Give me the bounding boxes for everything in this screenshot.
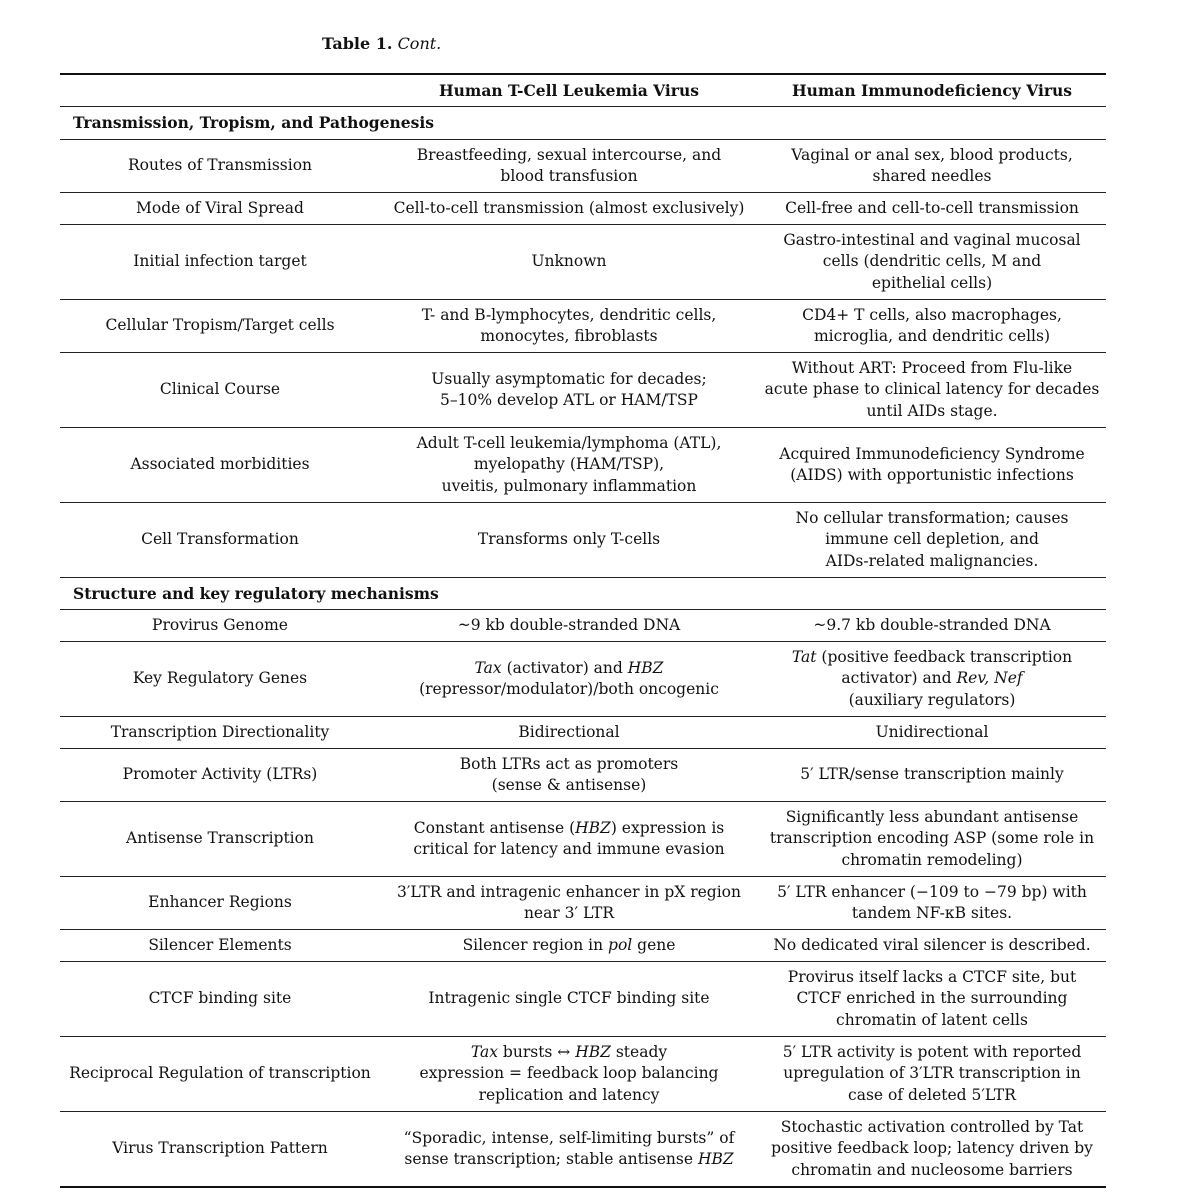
- hiv-cell: No dedicated viral silencer is described.: [773, 935, 1091, 954]
- hiv-cell: ~9.7 kb double-stranded DNA: [813, 615, 1051, 634]
- hiv-cell: Tat (positive feedback transcription activator) and Rev, Nef (auxiliary regulators): [791, 647, 1073, 709]
- row-label: Initial infection target: [133, 252, 307, 271]
- hiv-cell: Vaginal or anal sex, blood products, shared needles: [791, 145, 1073, 185]
- row-label: Routes of Transmission: [127, 156, 313, 175]
- hiv-cell: No cellular transformation; causes immune cell depletion, and AIDs-related malignancies.: [795, 508, 1069, 570]
- table-row: [60, 140, 1106, 193]
- htlv-cell: Unknown: [531, 252, 607, 271]
- hiv-cell: Acquired Immunodeficiency Syndrome (AIDS) with opportunistic infections: [779, 444, 1085, 484]
- table-caption: [322, 34, 441, 54]
- table-cont: Cont.: [397, 34, 442, 53]
- row-label: Key Regulatory Genes: [132, 669, 308, 688]
- header-feature: [60, 75, 380, 106]
- hiv-cell: 5′ LTR/sense transcription mainly: [800, 765, 1064, 784]
- row-label: Reciprocal Regulation of transcription: [69, 1064, 371, 1083]
- table-row: [60, 300, 1106, 353]
- section-transmission: Transmission, Tropism, and Pathogenesis: [60, 107, 1106, 140]
- row-label: Provirus Genome: [152, 615, 288, 634]
- htlv-cell: Intragenic single CTCF binding site: [428, 989, 710, 1008]
- table-row: [60, 1037, 1106, 1112]
- table-row: [60, 802, 1106, 877]
- row-label: CTCF binding site: [148, 989, 292, 1008]
- table-row: [60, 193, 1106, 225]
- row-label: Virus Transcription Pattern: [112, 1139, 328, 1158]
- hiv-cell: CD4+ T cells, also macrophages, microglia, and dendritic cells): [802, 305, 1062, 345]
- htlv-cell: Both LTRs act as promoters (sense & antisense): [459, 754, 679, 794]
- table-row: [60, 225, 1106, 300]
- htlv-cell: Constant antisense (HBZ) expression is critical for latency and immune evasion: [413, 818, 725, 858]
- htlv-cell: ~9 kb double-stranded DNA: [457, 615, 681, 634]
- htlv-cell: T- and B-lymphocytes, dendritic cells, monocytes, fibroblasts: [421, 305, 717, 345]
- htlv-cell: “Sporadic, intense, self-limiting bursts” of sense transcription; stable antisense HBZ: [403, 1128, 735, 1168]
- header-row: [60, 75, 1106, 107]
- table-row: [60, 749, 1106, 802]
- htlv-cell: Transforms only T-cells: [477, 530, 661, 549]
- htlv-cell: Cell-to-cell transmission (almost exclusively): [393, 198, 745, 217]
- header-htlv: Human T-Cell Leukemia Virus: [439, 80, 699, 100]
- hiv-cell: Significantly less abundant antisense transcription encoding ASP (some role in chromatin remodeling): [769, 807, 1095, 869]
- htlv-cell: 3′LTR and intragenic enhancer in pX region near 3′ LTR: [397, 882, 741, 922]
- hiv-cell: 5′ LTR activity is potent with reported upregulation of 3′LTR transcription in case of deleted 5′LTR: [782, 1042, 1082, 1104]
- hiv-cell: Stochastic activation controlled by Tat positive feedback loop; latency driven by chromatin and nucleosome barriers: [771, 1117, 1093, 1179]
- table-number: Table 1.: [322, 34, 393, 53]
- htlv-cell: Bidirectional: [518, 722, 620, 741]
- table-row: [60, 642, 1106, 717]
- table-row: [60, 610, 1106, 642]
- table-row: [60, 428, 1106, 503]
- hiv-cell: Without ART: Proceed from Flu-like acute phase to clinical latency for decades until AIDs stage.: [764, 358, 1100, 420]
- htlv-cell: Tax (activator) and HBZ (repressor/modulator)/both oncogenic: [419, 658, 719, 698]
- hiv-cell: Cell-free and cell-to-cell transmission: [785, 198, 1079, 217]
- table-row: [60, 1112, 1106, 1186]
- row-label: Enhancer Regions: [148, 893, 292, 912]
- hiv-cell: Gastro-intestinal and vaginal mucosal cells (dendritic cells, M and epithelial cells): [783, 230, 1081, 292]
- htlv-cell: Silencer region in pol gene: [462, 935, 676, 954]
- row-label: Silencer Elements: [148, 935, 292, 954]
- comparison-table: [60, 73, 1106, 1188]
- table-row: [60, 962, 1106, 1037]
- header-hiv: Human Immunodeficiency Virus: [791, 80, 1073, 100]
- table-row: [60, 353, 1106, 428]
- section-structure: Structure and key regulatory mechanisms: [60, 578, 1106, 610]
- table-row: [60, 503, 1106, 578]
- row-label: Cell Transformation: [141, 530, 299, 549]
- hiv-cell: Unidirectional: [875, 722, 989, 741]
- row-label: Antisense Transcription: [126, 829, 314, 848]
- hiv-cell: 5′ LTR enhancer (−109 to −79 bp) with tandem NF-κB sites.: [777, 882, 1087, 922]
- row-label: Transcription Directionality: [110, 722, 330, 741]
- hiv-cell: Provirus itself lacks a CTCF site, but CTCF enriched in the surrounding chromatin of latent cells: [787, 967, 1077, 1029]
- row-label: Associated morbidities: [130, 455, 310, 474]
- htlv-cell: Breastfeeding, sexual intercourse, and blood transfusion: [416, 145, 722, 185]
- row-label: Cellular Tropism/Target cells: [105, 316, 335, 335]
- row-label: Mode of Viral Spread: [136, 198, 304, 217]
- table-row: [60, 930, 1106, 962]
- table-row: [60, 877, 1106, 930]
- row-label: Clinical Course: [159, 380, 281, 399]
- htlv-cell: Adult T-cell leukemia/lymphoma (ATL), myelopathy (HAM/TSP), uveitis, pulmonary inflammation: [416, 433, 722, 495]
- table-row: [60, 717, 1106, 749]
- htlv-cell: Tax bursts ↔ HBZ steady expression = feedback loop balancing replication and latency: [419, 1042, 719, 1104]
- row-label: Promoter Activity (LTRs): [122, 765, 318, 784]
- htlv-cell: Usually asymptomatic for decades; 5–10% develop ATL or HAM/TSP: [431, 369, 707, 409]
